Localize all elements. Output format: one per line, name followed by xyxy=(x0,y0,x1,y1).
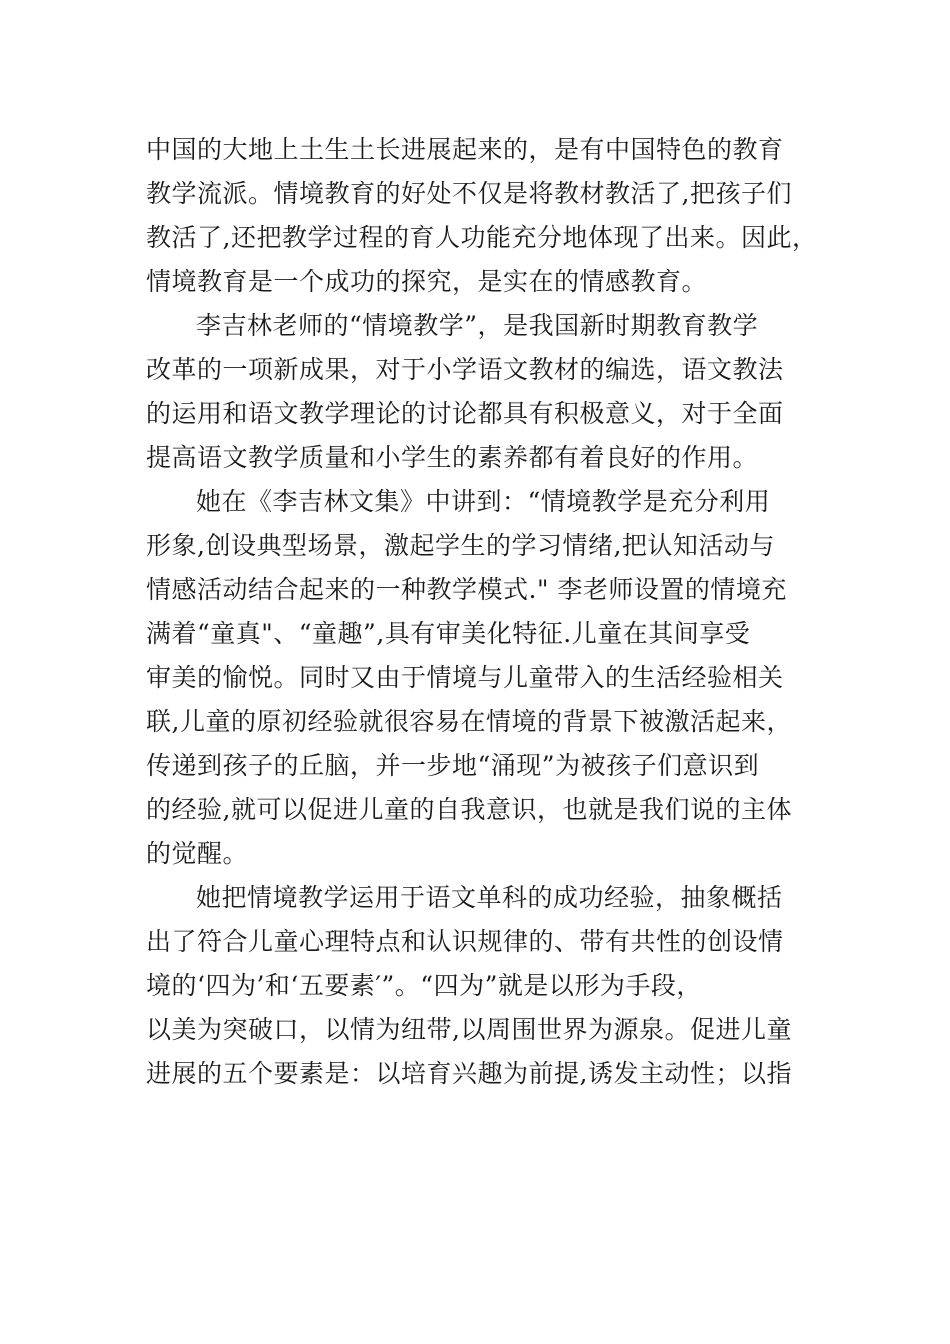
text-line: 情境教育是一个成功的探究，是实在的情感教育。 xyxy=(146,267,708,296)
text-line: 传递到孩子的丘脑，并一步地“涌现”为被孩子们意识到 xyxy=(146,751,760,780)
text-line: 改革的一项新成果，对于小学语文教材的编选，语文教法 xyxy=(146,355,784,384)
text-line: 中国的大地上土生土长进展起来的，是有中国特色的教育 xyxy=(146,135,784,164)
text-line: 的运用和语文教学理论的讨论都具有积极意义，对于全面 xyxy=(146,399,784,428)
text-line: 提高语文教学质量和小学生的素养都有着良好的作用。 xyxy=(146,443,759,472)
text-line: 情感活动结合起来的一种教学模式." 李老师设置的情境充 xyxy=(146,575,787,604)
paragraph-2 xyxy=(146,304,826,480)
text-line: 的觉醒。 xyxy=(146,839,249,868)
text-line: 审美的愉悦。同时又由于情境与儿童带入的生活经验相关 xyxy=(146,663,784,692)
paragraph-1 xyxy=(146,128,826,304)
text-line: 境的‘四为’和‘五要素′”。“四为”就是以形为手段， xyxy=(146,971,702,1000)
document-body xyxy=(146,128,826,1096)
text-line: 出了符合儿童心理特点和认识规律的、带有共性的创设情 xyxy=(146,927,784,956)
text-line: 满着“童真"、“童趣”,具有审美化特征.儿童在其间享受 xyxy=(146,619,751,648)
text-line: 她把情境教学运用于语文单科的成功经验，抽象概括 xyxy=(196,883,783,912)
text-line: 形象,创设典型场景，激起学生的学习情绪,把认知活动与 xyxy=(146,531,775,560)
text-line: 教活了,还把教学过程的育人功能充分地体现了出来。因此， xyxy=(146,223,818,252)
text-line: 进展的五个要素是：以培育兴趣为前提,诱发主动性；以指 xyxy=(146,1059,792,1088)
text-line: 李吉林老师的“情境教学”，是我国新时期教育教学 xyxy=(196,311,759,340)
text-line: 的经验,就可以促进儿童的自我意识，也就是我们说的主体 xyxy=(146,795,792,824)
paragraph-3 xyxy=(146,480,826,876)
text-line: 教学流派。情境教育的好处不仅是将教材教活了,把孩子们 xyxy=(146,179,792,208)
text-line: 联,儿童的原初经验就很容易在情境的背景下被激活起来， xyxy=(146,707,792,736)
text-line: 她在《李吉林文集》中讲到：“情境教学是充分利用 xyxy=(196,487,771,516)
paragraph-4 xyxy=(146,876,826,1096)
text-line: 以美为突破口，以情为纽带,以周围世界为源泉。促进儿童 xyxy=(146,1015,792,1044)
